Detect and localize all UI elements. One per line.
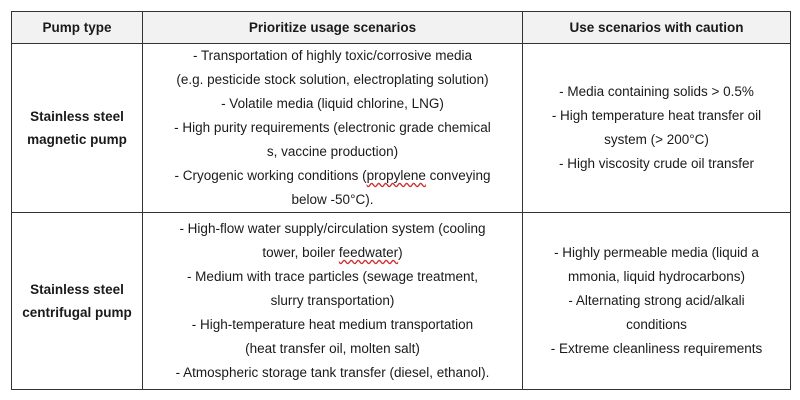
header-caution: Use scenarios with caution	[523, 12, 791, 44]
text-line: system (> 200°C)	[604, 132, 709, 147]
pump-type-cell	[12, 213, 143, 390]
comparison-table-container	[11, 11, 790, 390]
header-prioritize: Prioritize usage scenarios	[143, 12, 523, 44]
text-line: (heat transfer oil, molten salt)	[245, 341, 420, 356]
caution-cell	[523, 213, 791, 390]
text-line: slurry transportation)	[270, 293, 395, 308]
text-line: below -50°C).	[291, 192, 374, 207]
table-row-magnetic	[12, 44, 791, 213]
text-line: conditions	[626, 317, 687, 332]
text-line: - Transportation of highly toxic/corrosive media	[192, 48, 473, 63]
text-line-mixed	[143, 164, 522, 188]
text-line: - Atmospheric storage tank transfer (diesel, ethanol).	[175, 365, 490, 380]
text-fragment: )	[398, 245, 403, 260]
pump-type-line: magnetic pump	[27, 132, 127, 147]
pump-type-cell	[12, 44, 143, 213]
text-line: - Extreme cleanliness requirements	[550, 341, 763, 356]
text-fragment: tower, boiler	[262, 245, 339, 260]
pump-comparison-table	[11, 11, 791, 390]
table-row-centrifugal	[12, 213, 791, 390]
text-line: - Alternating strong acid/alkali	[568, 293, 745, 308]
text-line: - High temperature heat transfer oil	[551, 108, 762, 123]
text-line: - High-temperature heat medium transportation	[191, 317, 474, 332]
spellcheck-word: feedwater	[338, 245, 399, 260]
text-fragment: - Cryogenic working conditions (	[174, 168, 367, 183]
pump-type-line: Stainless steel	[30, 282, 124, 297]
text-line: s, vaccine production)	[266, 144, 399, 159]
text-line: - High-flow water supply/circulation system (cooling	[179, 221, 486, 236]
text-line: - Highly permeable media (liquid a	[554, 245, 759, 260]
prioritize-cell	[143, 213, 523, 390]
caution-cell	[523, 44, 791, 213]
text-fragment: conveying	[425, 168, 491, 183]
header-row	[12, 12, 791, 44]
text-line: - Medium with trace particles (sewage treatment,	[186, 269, 479, 284]
pump-type-line: centrifugal pump	[22, 305, 132, 320]
header-pump-type: Pump type	[12, 12, 143, 44]
pump-type-line: Stainless steel	[30, 109, 124, 124]
text-line-mixed	[143, 241, 522, 265]
text-line: (e.g. pesticide stock solution, electroplating solution)	[176, 72, 489, 87]
text-line: - High purity requirements (electronic grade chemical	[174, 120, 491, 135]
text-line: - Media containing solids > 0.5%	[559, 84, 754, 99]
spellcheck-word: propylene	[366, 168, 426, 183]
prioritize-cell	[143, 44, 523, 213]
text-line: mmonia, liquid hydrocarbons)	[567, 269, 746, 284]
text-line: - Volatile media (liquid chlorine, LNG)	[221, 96, 444, 111]
text-line: - High viscosity crude oil transfer	[558, 156, 755, 171]
